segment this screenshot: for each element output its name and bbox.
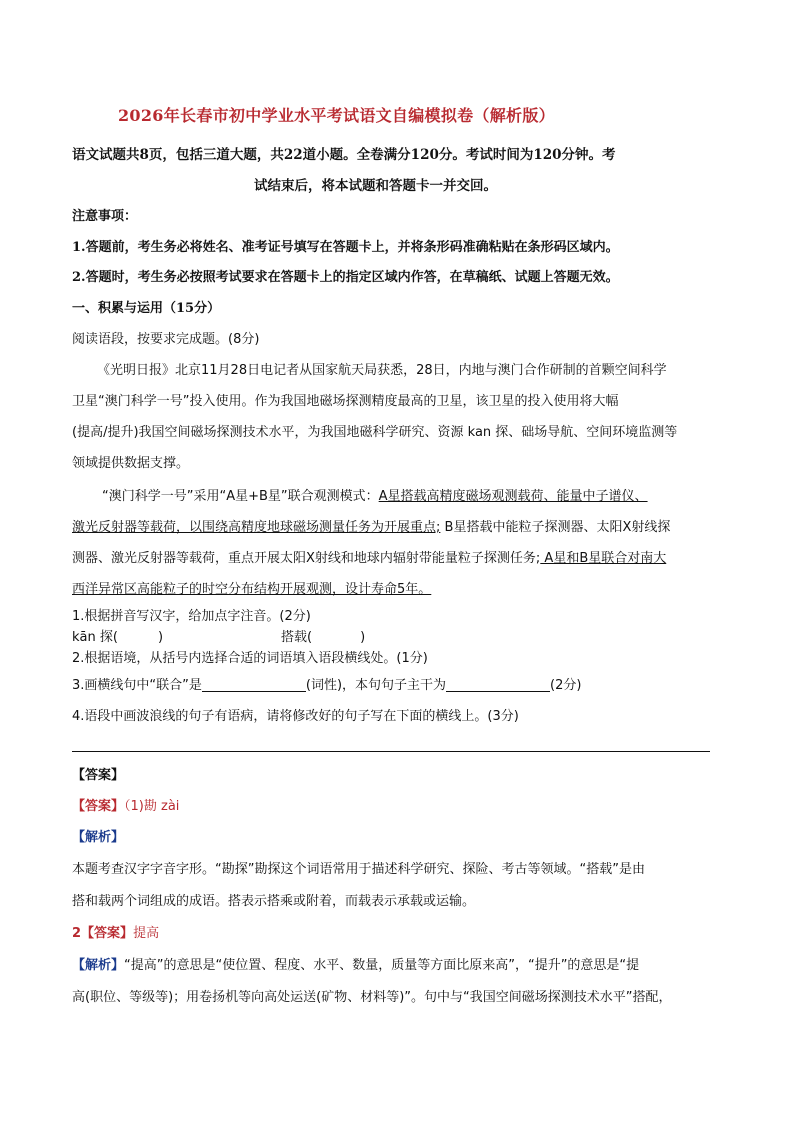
passage-text: 测器、激光反射器等载荷，重点开展太阳X射线和地球内辐射带能量粒子探测任务;	[72, 551, 541, 566]
passage-p2-line-1	[102, 487, 648, 507]
analysis-label: 【解析】	[72, 830, 125, 845]
passage-p2-line-2	[72, 518, 670, 538]
question-2: 2.根据语境，从括号内选择合适的词语填入语段横线处。(1分)	[72, 651, 428, 666]
answer-line[interactable]	[72, 751, 710, 752]
passage-p1-line-4: 领域提供数据支撑。	[72, 456, 190, 471]
section-heading: 一、积累与运用（15分）	[72, 301, 221, 316]
question-1: 1.根据拼音写汉字，给加点字注音。(2分)	[72, 609, 311, 624]
answer-text: （1)勘 zài	[124, 799, 180, 814]
answer-label: 【答案】	[72, 799, 125, 814]
intro-line-2: 试结束后，将本试题和答题卡一并交回。	[254, 178, 497, 194]
answer-blank[interactable]	[446, 677, 550, 692]
underlined-sentence: A星搭载高精度磁场观测载荷、能量中子谱仪、	[378, 489, 648, 504]
passage-p2-line-4	[72, 580, 431, 600]
section-instruction: 阅读语段，按要求完成题。(8分)	[72, 332, 260, 347]
underlined-sentence: 激光反射器等载荷，以围绕高精度地球磁场测量任务为开展重点;	[72, 520, 441, 535]
notice-item-2: 2.答题时，考生务必按照考试要求在答题卡上的指定区域内作答，在草稿纸、试题上答题无效。	[72, 270, 619, 285]
answer-heading: 【答案】	[72, 768, 125, 783]
analysis-2-line-1: 【解析】“提高”的意思是“使位置、程度、水平、数量，质量等方面比原来高”，“提升”的意思是“提	[72, 958, 640, 973]
answer-text: 提高	[133, 926, 160, 941]
passage-p2-line-3	[72, 549, 666, 569]
answer-1	[72, 797, 179, 817]
answer-label: 【答案】	[81, 926, 134, 941]
analysis-line-2: 搭和载两个词组成的成语。搭表示搭乘或附着，而载表示承载或运输。	[72, 894, 476, 909]
passage-p1-line-2: 卫星“澳门科学一号”投入使用。作为我国地磁场探测精度最高的卫星，该卫星的投入使用将大幅	[72, 394, 619, 409]
wavy-sentence: 西洋异常区高能粒子的时空分布结构开展观测，设计寿命5年。	[72, 582, 432, 597]
analysis-label: 【解析】	[72, 958, 125, 973]
passage-text: B星搭载中能粒子探测器、太阳X射线探	[440, 520, 671, 535]
question-4: 4.语段中画波浪线的句子有语病，请将修改好的句子写在下面的横线上。(3分)	[72, 709, 519, 724]
notice-item-1: 1.答题前，考生务必将姓名、准考证号填写在答题卡上，并将条形码准确粘贴在条形码区域内。	[72, 240, 619, 255]
intro-line-1: 语文试题共8页，包括三道大题，共22道小题。全卷满分120分。考试时间为120分钟。考	[72, 147, 616, 163]
question-1-item-b: 搭载(	[281, 630, 313, 645]
question-1-items: kān 探( ) 搭载( )	[72, 630, 366, 645]
answer-blank[interactable]	[202, 677, 306, 692]
passage-p1-line-1: 《光明日报》北京11月28日电记者从国家航天局获悉，28日，内地与澳门合作研制的首颗空间科学	[97, 363, 667, 378]
document-title: 2026年长春市初中学业水平考试语文自编模拟卷（解析版）	[118, 106, 555, 125]
question-3: 3.画横线句中“联合”是 (词性)，本句句子主干为 (2分)	[72, 678, 582, 693]
wavy-sentence: A星和B星联合对南大	[540, 551, 667, 566]
passage-p1-line-3: (提高/提升)我国空间磁场探测技术水平，为我国地磁科学研究、资源 kan 探、础场导航、空间环境监测等	[72, 425, 678, 440]
notice-heading: 注意事项：	[72, 209, 138, 224]
passage-text: “澳门科学一号”采用“A星+B星”联合观测模式：	[102, 489, 379, 504]
answer-2: 2【答案】提高	[72, 926, 160, 941]
question-1-item-a: kān 探(	[72, 630, 118, 645]
analysis-line-1: 本题考查汉字字音字形。“勘探”勘探这个词语常用于描述科学研究、探险、考古等领域。“搭载”是由	[72, 862, 645, 877]
analysis-2-line-2: 高(职位、等级等)；用卷扬机等向高处运送(矿物、材料等)”。句中与“我国空间磁场探测技术水平”搭配，	[72, 990, 672, 1005]
